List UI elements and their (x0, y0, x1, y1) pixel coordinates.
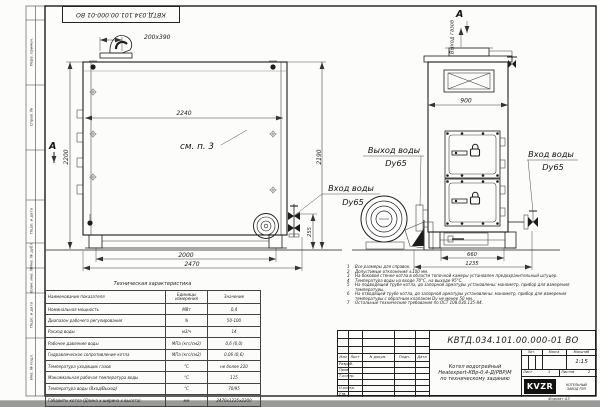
boiler-front-view (352, 9, 578, 270)
stamp-doc-number-inverted (62, 6, 180, 23)
dim-255 (299, 214, 317, 249)
note-number: 5 (347, 282, 350, 287)
spec-row (46, 315, 261, 326)
row-utv: Утв. (339, 392, 347, 396)
spec-name: Расход воды (46, 326, 166, 337)
section-a-text: А (49, 141, 57, 152)
spec-row (46, 395, 261, 406)
row-nkontr: Н.контр. (339, 386, 356, 390)
note-number: 7 (347, 300, 350, 305)
title-block (337, 330, 596, 396)
spec-name: Максимальная рабочая температура воды (46, 372, 166, 383)
spec-name: Номинальная мощность (46, 304, 166, 315)
spec-value: 50-100 (208, 315, 261, 326)
inlet-label-line2: Dy65 (342, 197, 364, 207)
sheet-number: 1 (548, 370, 551, 374)
massa-label: Масса (548, 350, 560, 354)
title-block-doc-number: КВТД.034.101.00.000-01 ВО (447, 335, 579, 345)
inlet-label-front (527, 149, 578, 212)
col-ndok: N докум. (369, 355, 387, 359)
row-razrab: Разраб. (339, 362, 354, 366)
note-text: Все размеры для справок. (355, 264, 411, 269)
spec-value: 0,4 (208, 304, 261, 315)
door-handle-upper (452, 151, 467, 155)
spec-unit: % (166, 315, 208, 326)
spec-header-name: Наименование показателя (46, 291, 166, 304)
lock-icon-upper (471, 144, 480, 156)
frame-label-podp-data-1: Подп. и дата (28, 208, 34, 234)
col-izm: Изм (339, 355, 347, 359)
flue-elbow (100, 35, 132, 58)
upper-door (445, 131, 505, 178)
note-item (347, 301, 595, 306)
spec-row (46, 383, 261, 394)
dim-660-text: 660 (467, 252, 477, 258)
outlet-label-front (363, 145, 424, 206)
boiler-side-view (46, 34, 380, 271)
frame-label-vzam-inv: Взам. инв. № (28, 267, 34, 293)
spec-value: не более 220 (208, 360, 261, 371)
spec-name: Гидравлическое сопротивление котла (46, 349, 166, 360)
view-a-label: А (456, 9, 464, 20)
note-text: На отводящей трубе котла, до запорной арматуры установлены: манометр, прибор для измерения температуры с обратным клапаном Dy не менее 50 мм. (355, 291, 567, 301)
dim-2240-text: 2240 (176, 110, 192, 117)
note-number: 6 (347, 291, 350, 296)
format-note: Формат А3 (548, 395, 570, 401)
product-name-line1: Котел водогрейный (448, 364, 502, 370)
frame-label-sprav-no: Справ. № (28, 107, 34, 127)
scale-value: 1:15 (575, 359, 588, 365)
note-number: 2 (347, 268, 350, 274)
hatched-panel (444, 70, 494, 92)
masshtab-label: Масштаб (573, 350, 590, 354)
top-plate (424, 56, 512, 62)
see-note-text: см. п. 3 (180, 142, 215, 152)
inlet-label-front-line1: Вход воды (528, 149, 574, 159)
spec-unit: мм (166, 395, 208, 406)
sheet-label: Лист (523, 370, 533, 374)
lower-door (445, 179, 505, 226)
dim-2190 (287, 62, 326, 249)
base-skids-side (85, 235, 287, 248)
dim-2240 (85, 110, 283, 118)
lock-icon-lower (471, 192, 480, 204)
spec-unit: МПа (кгс/см2) (166, 338, 208, 349)
spec-name: Диапазон рабочего регулирования (46, 315, 166, 326)
inlet-label-front-line2: Dy65 (542, 162, 564, 172)
spec-row (46, 349, 261, 360)
spec-row (46, 372, 261, 383)
lit-label: Лит. (527, 350, 536, 354)
product-name-line3: по техническому заданию (440, 376, 510, 382)
inlet-valve-front (508, 211, 538, 229)
dim-255-text: 255 (307, 227, 313, 237)
spec-value: 0,06 (0,6) (208, 349, 261, 360)
section-marker-a (48, 141, 56, 163)
dim-flange-text: 200х390 (144, 34, 171, 41)
spec-header-unit: Единицы измерения (166, 291, 208, 304)
dim-1235-text: 1235 (465, 261, 479, 267)
frame-label-podp-data-2: Подп. и дата (28, 302, 34, 328)
spec-value: 115 (208, 372, 261, 383)
note-number: 1 (347, 264, 350, 269)
spec-name: Рабочее давление воды (46, 338, 166, 349)
spec-value: 2470х1235х2200 (208, 395, 261, 406)
inlet-label-line1: Вход воды (328, 183, 374, 193)
kvzr-logo: KVZR (524, 379, 556, 394)
note-text: Допустимые отклонения ±100 мм. (355, 268, 429, 274)
flue-collar (445, 48, 517, 68)
note-text: Остальные технические требования по ОСТ 108.030.135-84. (355, 300, 483, 305)
spec-value: 0,6 (6,0) (208, 338, 261, 349)
col-data: Дата (417, 355, 427, 359)
spec-unit: МПа (кгс/см2) (166, 349, 208, 360)
spec-unit: °С (166, 383, 208, 394)
dim-2200-text: 2200 (63, 149, 70, 165)
col-podp: Подп. (399, 355, 410, 359)
inlet-flange (254, 214, 279, 239)
product-name (430, 349, 520, 397)
spec-name: Температура уходящих газов (46, 360, 166, 371)
spec-row (46, 360, 261, 371)
door-handle-lower (452, 199, 467, 203)
company-name (558, 379, 595, 394)
row-prov: Пров. (339, 368, 350, 372)
blower-fan (361, 196, 433, 250)
outlet-flange-front (416, 205, 428, 231)
col-list: Лист (350, 355, 360, 359)
base-frame-front (429, 232, 516, 248)
drain-valve (87, 214, 92, 226)
note-number: 3 (347, 273, 350, 278)
spec-unit: °С (166, 360, 208, 371)
frame-label-perv-primen: Перв. примен. (28, 37, 34, 67)
row-tkontr: Т.контр. (339, 374, 355, 378)
note-text: Температура воды на входе 70°С, на выходе 95°С. (355, 277, 463, 283)
dim-2470-text: 2470 (184, 261, 200, 268)
product-name-line2: Heatexpert-КВр-0,4-Д(РВР)М (438, 370, 512, 376)
spec-unit: °С (166, 372, 208, 383)
gas-outlet-label: Выход газов (449, 19, 456, 55)
frame-label-inv-dubl: Инв. № дубл. (28, 242, 34, 268)
spec-row (46, 326, 261, 337)
spec-value: 70/95 (208, 383, 261, 394)
valve-assembly-side (288, 204, 300, 237)
stamp-doc-number-text: КВТД.034.101.00.000-01 ВО (76, 11, 166, 18)
note-text: На подводящей трубе котла, до запорной арматуры установлены: манометр, прибор для измерения температуры. (355, 282, 570, 292)
note-number: 4 (347, 277, 350, 283)
outlet-label-line2: Dy65 (385, 158, 407, 168)
frame-label-inv-podl: Инв. № подл. (28, 353, 34, 381)
spec-table-title: Техническая характеристика (113, 281, 192, 287)
spec-name: Габариты котла (Длина х ширина х высота) (46, 395, 166, 406)
dim-flange (100, 34, 171, 51)
spec-header-row (46, 291, 261, 304)
spec-unit: МВт (166, 304, 208, 315)
spec-table (45, 281, 260, 407)
spec-row (46, 338, 261, 349)
spec-row (46, 304, 261, 315)
dim-900 (428, 98, 508, 109)
see-note-callout (180, 130, 247, 152)
dim-2000-text: 2000 (178, 252, 194, 259)
company-name-line1: КОТЕЛЬНЫЙ (566, 382, 587, 387)
dim-900-text: 900 (460, 97, 472, 105)
spec-unit: м3/ч (166, 326, 208, 337)
dim-2190-text: 2190 (316, 149, 323, 165)
sheets-total: 2 (588, 370, 591, 374)
company-name-line2: ЗАВОД РЭП (567, 386, 586, 391)
sheets-label: Листов (561, 370, 575, 374)
spec-name: Температура воды (Вход/Выход) (46, 383, 166, 394)
inspection-plugs (90, 89, 277, 194)
dim-2200 (63, 62, 83, 249)
technical-notes (347, 265, 595, 306)
note-text: На боковой стенке котла в области топочной камеры установлен предохранительный штуцер. (355, 273, 558, 278)
spec-value: 14 (208, 326, 261, 337)
outlet-label-line1: Выход воды (367, 145, 421, 155)
spec-header-value: Значение (208, 291, 261, 304)
